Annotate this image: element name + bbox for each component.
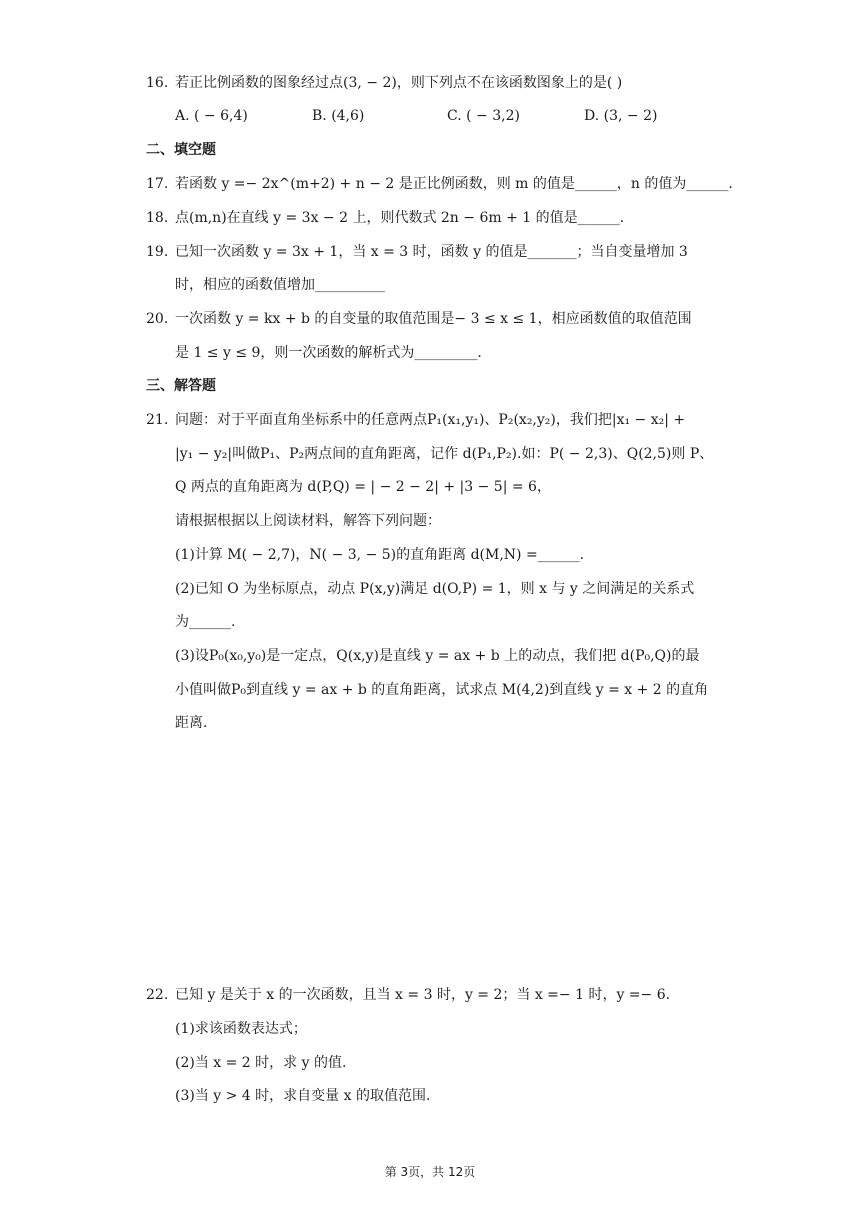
question-number: 22.	[146, 987, 169, 1003]
question-21-part-2: (2)已知 O 为坐标原点，动点 P(x,y)满足 d(O,P) = 1，则 x 与 y 之间满足的关系式	[175, 581, 695, 597]
question-22-part-2: (2)当 x = 2 时，求 y 的值.	[175, 1055, 347, 1071]
question-21-part-1: (1)计算 M( − 2,7)，N( − 3, − 5)的直角距离 d(M,N) =______.	[175, 547, 585, 563]
option-c: C. ( − 3,2)	[447, 108, 520, 124]
question-20-line-2: 是 1 ≤ y ≤ 9，则一次函数的解析式为_________.	[175, 345, 482, 361]
question-17-text: 若函数 y =− 2x^(m+2) + n − 2 是正比例函数，则 m 的值是______，n 的值为______.	[175, 176, 733, 192]
option-d: D. (3, − 2)	[584, 108, 658, 124]
question-22-part-1: (1)求该函数表达式；	[175, 1021, 307, 1037]
question-20-line-1: 一次函数 y = kx + b 的自变量的取值范围是− 3 ≤ x ≤ 1，相应函数值的取值范围	[175, 311, 692, 327]
section-heading-fill: 二、填空题	[146, 142, 216, 158]
section-heading-solve: 三、解答题	[146, 378, 216, 394]
question-21-part-3-end: 距离.	[175, 715, 208, 731]
question-22-stem: 已知 y 是关于 x 的一次函数，且当 x = 3 时，y = 2；当 x =− 1 时，y =− 6.	[175, 987, 671, 1003]
question-21-line-3: Q 两点的直角距离为 d(P,Q) = | − 2 − 2| + |3 − 5| = 6，	[175, 479, 551, 495]
question-16-stem: 若正比例函数的图象经过点(3, − 2)，则下列点不在该函数图象上的是( )	[175, 75, 623, 91]
question-number: 17.	[146, 176, 169, 192]
question-22-part-3: (3)当 y > 4 时，求自变量 x 的取值范围.	[175, 1088, 431, 1104]
question-number: 21.	[146, 412, 169, 428]
question-19-line-2: 时，相应的函数值增加__________	[175, 277, 385, 293]
question-21-part-2-cont: 为______.	[175, 614, 236, 630]
question-21-part-3: (3)设P₀(x₀,y₀)是一定点，Q(x,y)是直线 y = ax + b 上的动点，我们把 d(P₀,Q)的最	[175, 648, 700, 664]
question-19-line-1: 已知一次函数 y = 3x + 1，当 x = 3 时，函数 y 的值是_______；当自变量增加 3	[175, 244, 688, 260]
option-a: A. ( − 6,4)	[175, 108, 248, 124]
question-21-line-1: 问题：对于平面直角坐标系中的任意两点P₁(x₁,y₁)、P₂(x₂,y₂)，我们把|x₁ − x₂| +	[175, 412, 686, 428]
question-21-part-3-cont: 小值叫做P₀到直线 y = ax + b 的直角距离，试求点 M(4,2)到直线 y = x + 2 的直角	[175, 682, 709, 698]
question-number: 20.	[146, 311, 169, 327]
question-21-line-2: |y₁ − y₂|叫做P₁、P₂两点间的直角距离，记作 d(P₁,P₂).如：P( − 2,3)、Q(2,5)则 P、	[175, 446, 714, 462]
question-21-line-4: 请根据根据以上阅读材料，解答下列问题：	[175, 513, 441, 529]
question-18-text: 点(m,n)在直线 y = 3x − 2 上，则代数式 2n − 6m + 1 的值是______.	[175, 210, 625, 226]
option-b: B. (4,6)	[312, 108, 365, 124]
question-number: 19.	[146, 244, 169, 260]
page-footer: 第 3页，共 12页	[384, 1165, 476, 1179]
question-number: 18.	[146, 210, 169, 226]
question-number: 16.	[146, 75, 169, 91]
